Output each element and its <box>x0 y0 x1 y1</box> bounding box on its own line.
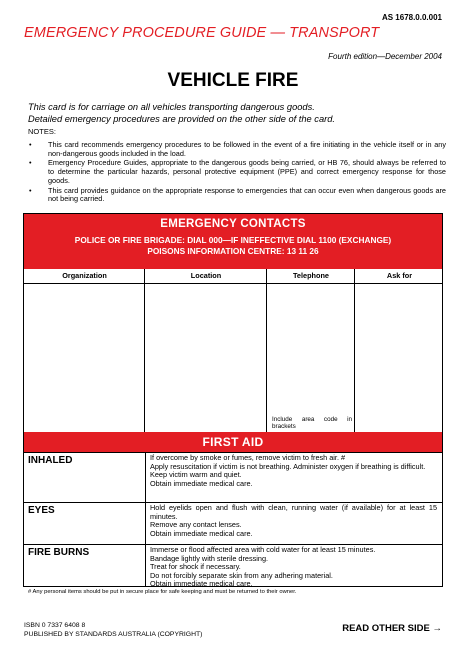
intro-line-1: This card is for carriage on all vehicles transporting dangerous goods. <box>28 102 315 112</box>
instruction-line: Obtain immediate medical care. <box>150 528 253 538</box>
isbn-text: ISBN 0 7337 6408 8 <box>24 622 86 629</box>
note-text: This card recommends emergency procedures to be followed in the event of a fire initiating in the vehicle itself or in any non-dangerous goods included in the load. <box>48 140 446 158</box>
emergency-line-1: POLICE OR FIRE BRIGADE: DIAL 000—IF INEFFECTIVE DIAL 1100 (EXCHANGE) <box>74 235 392 245</box>
first-aid-row-inhaled <box>24 452 442 502</box>
contacts-table-header <box>24 269 442 284</box>
emergency-line-2: POISONS INFORMATION CENTRE: 13 11 26 <box>147 245 319 256</box>
instruction-line: Apply resuscitation if victim is not breathing. Administer oxygen if breathing is difficult. <box>150 461 426 471</box>
standard-number: AS 1678.0.0.001 <box>381 13 442 22</box>
first-aid-band <box>24 432 442 452</box>
column-header-location: Location <box>190 271 222 280</box>
instruction-line: If overcome by smoke or fumes, remove victim to fresh air. # <box>150 453 346 462</box>
first-aid-instructions <box>150 504 437 538</box>
instruction-line: Obtain immediate medical care. <box>150 579 253 588</box>
footnote: # Any personal items should be put in secure place for safe keeping and must be returned to their owner. <box>28 589 297 595</box>
first-aid-label: EYES <box>28 505 55 516</box>
list-item <box>28 159 446 186</box>
column-header-telephone: Telephone <box>293 271 329 280</box>
column-divider <box>266 269 267 432</box>
telephone-note: Include area code in brackets <box>272 416 352 431</box>
note-text: This card provides guidance on the appropriate response to emergencies that can occur even when dangerous goods are not being carried. <box>48 185 446 204</box>
first-aid-label: FIRE BURNS <box>28 547 90 558</box>
note-text: Emergency Procedure Guides, appropriate to the dangerous goods being carried, or HB 76, should always be referred to to determine the particular hazards, personal protective equipment (PPE) and correct emergency response for those goods. <box>48 158 446 186</box>
intro-line-2: Detailed emergency procedures are provided on the other side of the card. <box>28 113 335 124</box>
instruction-line: Remove any contact lenses. <box>150 520 242 529</box>
bullet-icon: • <box>29 140 32 149</box>
bullet-icon: • <box>29 185 32 195</box>
instruction-line: Do not forcibly separate skin from any adhering material. <box>150 570 333 580</box>
first-aid-row-fire-burns <box>24 544 442 587</box>
column-divider <box>144 269 145 432</box>
publication-info <box>24 622 202 639</box>
emergency-card <box>23 213 443 587</box>
emergency-contacts-band <box>24 214 442 269</box>
column-divider <box>354 269 355 432</box>
first-aid-label: INHALED <box>28 455 73 466</box>
guide-title: EMERGENCY PROCEDURE GUIDE — TRANSPORT <box>24 25 380 41</box>
edition-text: Fourth edition—December 2004 <box>328 52 442 61</box>
emergency-contacts-title: EMERGENCY CONTACTS <box>160 218 306 230</box>
instruction-line: Obtain immediate medical care. <box>150 478 253 488</box>
first-aid-row-eyes <box>24 502 442 544</box>
read-other-side-text: READ OTHER SIDE → <box>342 623 442 634</box>
publisher-text: PUBLISHED BY STANDARDS AUSTRALIA (COPYRIGHT) <box>24 630 203 638</box>
notes-list <box>28 141 446 205</box>
first-aid-instructions <box>150 454 437 488</box>
instruction-line: Immerse or flood affected area with cold water for at least 15 minutes. <box>150 545 376 554</box>
column-header-organization: Organization <box>62 271 107 280</box>
first-aid-divider <box>145 452 146 587</box>
instruction-line: Keep victim warm and quiet. <box>150 470 242 479</box>
first-aid-instructions <box>150 546 437 589</box>
page-title: VEHICLE FIRE <box>167 70 299 91</box>
instruction-line: Bandage lightly with sterile dressing. <box>150 553 269 563</box>
list-item <box>28 187 446 205</box>
bullet-icon: • <box>29 158 32 168</box>
instruction-line: Treat for shock if necessary. <box>150 562 241 571</box>
notes-label: NOTES: <box>28 127 56 136</box>
intro-text <box>28 102 335 125</box>
list-item <box>28 141 446 159</box>
column-header-ask-for: Ask for <box>386 271 413 280</box>
instruction-line: Hold eyelids open and flush with clean, running water (if available) for at least 15 minutes. <box>150 503 437 521</box>
first-aid-title: FIRST AID <box>202 435 264 449</box>
